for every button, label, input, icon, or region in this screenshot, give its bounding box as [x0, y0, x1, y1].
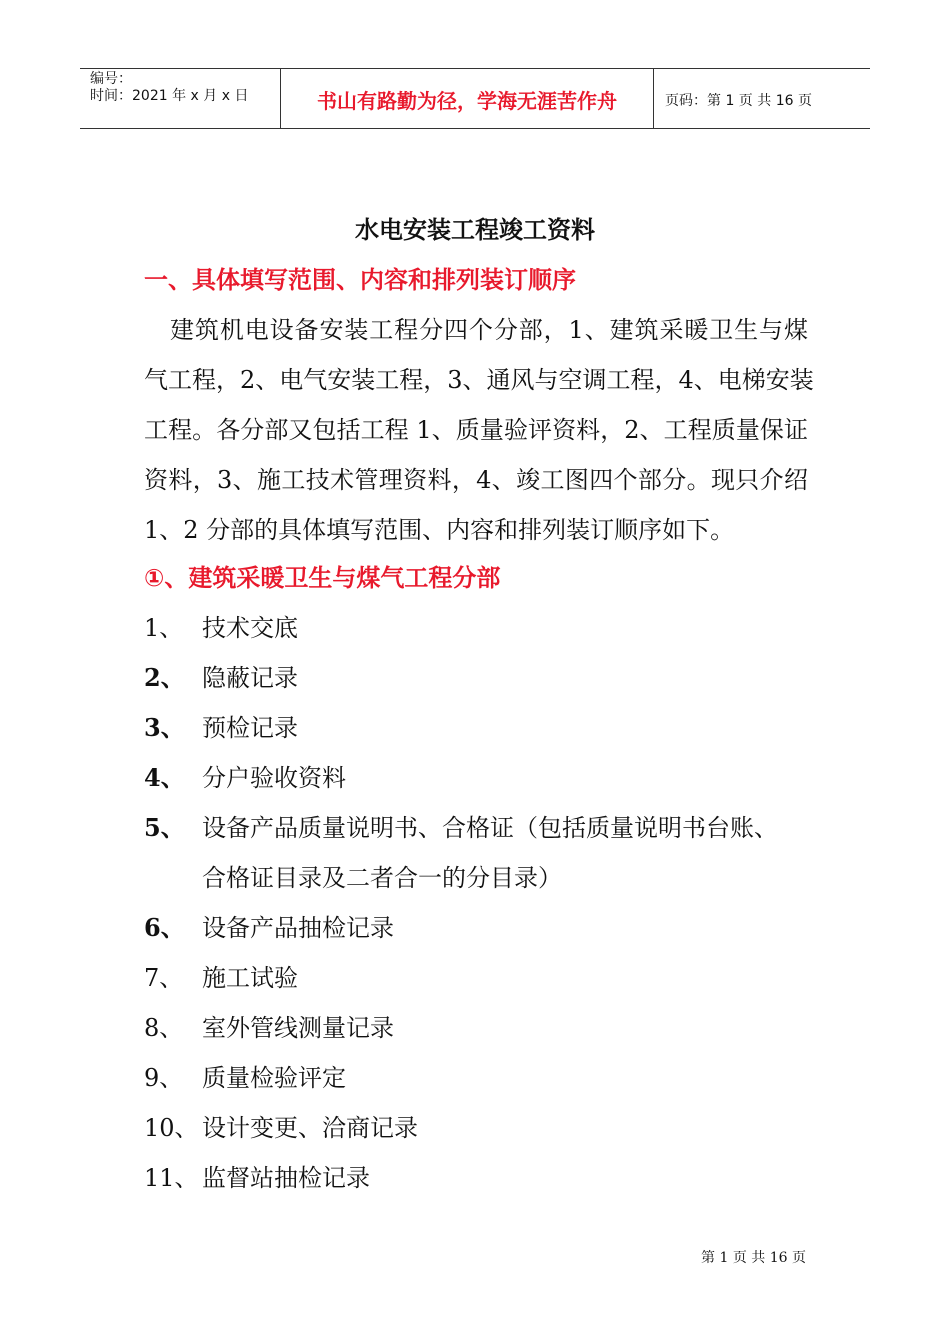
list-item	[144, 653, 824, 703]
intro-paragraph	[144, 305, 814, 555]
list-item-text: 施工试验	[202, 964, 298, 992]
page-header	[80, 68, 870, 129]
list-item-number: 2、	[144, 663, 185, 692]
list-item	[144, 703, 824, 753]
document-number-label: 编号：	[90, 71, 132, 87]
list-item-text: 室外管线测量记录	[202, 1014, 394, 1042]
list-item-number: 3、	[144, 713, 185, 742]
list-item-text: 质量检验评定	[202, 1064, 346, 1092]
list-item-number: 4、	[144, 763, 185, 792]
header-page-number: 页码：第 1 页 共 16 页	[665, 92, 812, 109]
list-item-text: 监督站抽检记录	[202, 1164, 370, 1192]
header-motto: 书山有路勤为径，学海无涯苦作舟	[317, 89, 617, 113]
intro-line: 资料，3、施工技术管理资料，4、竣工图四个部分。现只介绍	[144, 466, 808, 494]
list-item-number: 7、	[144, 964, 184, 992]
list-item-text: 分户验收资料	[202, 764, 346, 792]
list-item	[144, 753, 824, 803]
section-heading: 一、具体填写范围、内容和排列装订顺序	[144, 266, 576, 294]
list-item	[144, 1153, 824, 1203]
list-item	[144, 603, 824, 653]
list-item-number: 10、	[144, 1114, 199, 1142]
list-item-text: 隐蔽记录	[202, 664, 298, 692]
list-item	[144, 1003, 824, 1053]
page-footer-number: 第 1 页 共 16 页	[701, 1250, 806, 1266]
list-item-text: 预检记录	[202, 714, 298, 742]
list-item-number: 5、	[144, 813, 185, 842]
document-time-label: 时间：2021 年 x 月 x 日	[90, 88, 249, 104]
list-item-text: 技术交底	[202, 614, 298, 642]
list-item	[144, 903, 824, 953]
intro-line: 1、2 分部的具体填写范围、内容和排列装订顺序如下。	[144, 516, 735, 544]
document-title: 水电安装工程竣工资料	[355, 216, 595, 244]
intro-line: 建筑机电设备安装工程分四个分部，1、建筑采暖卫生与煤	[170, 316, 808, 344]
list-item-text: 设备产品质量说明书、合格证（包括质量说明书台账、	[202, 814, 778, 842]
list-item-text: 合格证目录及二者合一的分目录）	[202, 864, 562, 892]
list-item	[144, 953, 824, 1003]
intro-line: 气工程，2、电气安装工程，3、通风与空调工程，4、电梯安装	[144, 366, 814, 394]
list-item-number: 9、	[144, 1064, 184, 1092]
list-item	[144, 803, 824, 903]
list-item-number: 11、	[144, 1164, 199, 1192]
subsection-heading: ①、建筑采暖卫生与煤气工程分部	[144, 564, 501, 592]
list-item-text: 设计变更、洽商记录	[202, 1114, 418, 1142]
list-item-number: 8、	[144, 1014, 184, 1042]
list-item-number: 6、	[144, 913, 185, 942]
item-list	[144, 603, 824, 1203]
list-item-number: 1、	[144, 614, 184, 642]
intro-line: 工程。各分部又包括工程 1、质量验评资料，2、工程质量保证	[144, 416, 808, 444]
list-item	[144, 1053, 824, 1103]
header-motto-cell	[281, 69, 654, 128]
header-page-cell	[654, 69, 870, 128]
header-meta-cell	[80, 69, 281, 128]
list-item	[144, 1103, 824, 1153]
list-item-text: 设备产品抽检记录	[202, 914, 394, 942]
